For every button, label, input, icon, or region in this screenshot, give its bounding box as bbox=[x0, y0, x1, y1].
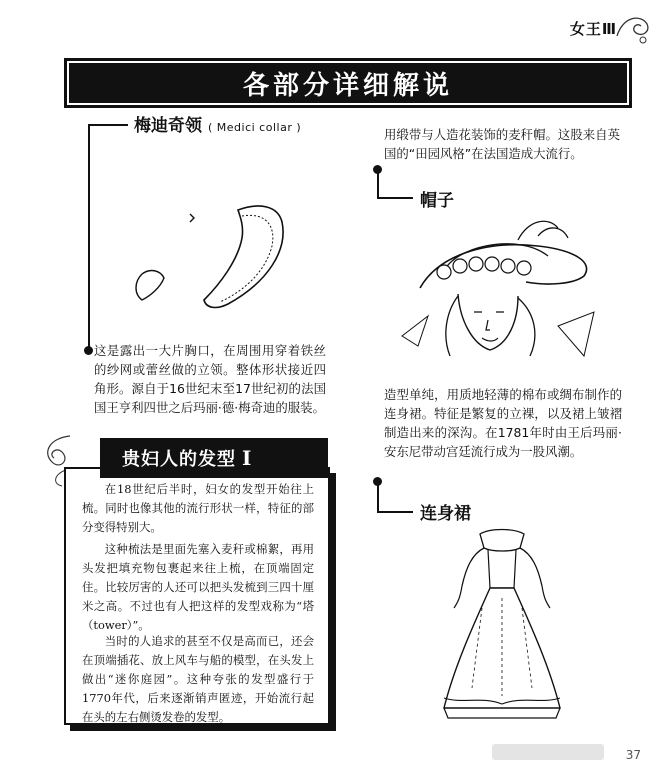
medici-leader-line bbox=[88, 124, 90, 349]
hairstyle-title-bar bbox=[100, 438, 328, 478]
dress-leader-line bbox=[377, 482, 379, 512]
medici-title: 梅迪奇领 bbox=[134, 116, 202, 136]
flourish-ornament-icon bbox=[613, 6, 653, 46]
medici-heading bbox=[134, 111, 301, 136]
hat-title: 帽子 bbox=[420, 191, 454, 211]
hairstyle-paragraph-1: 在18世纪后半时，妇女的发型开始往上梳。同时也像其他的流行形状一样，特征的部分变得特别大。 bbox=[82, 482, 314, 534]
page-number: 37 bbox=[625, 748, 641, 762]
medici-head-rule bbox=[88, 124, 128, 126]
hat-description: 用缎带与人造花装饰的麦秆帽。这股来自英国的“田园风格”在法国造成大流行。 bbox=[384, 127, 620, 161]
dress-illustration bbox=[432, 528, 572, 724]
hat-leader-line bbox=[377, 170, 379, 198]
medici-title-en: ( Medici collar ) bbox=[208, 121, 302, 134]
dress-heading bbox=[420, 499, 471, 524]
hairstyle-paragraph-3: 当时的人追求的甚至不仅是高而已，还会在顶端插花、放上风车与船的模型，在头发上做出“迷你庭园”。这种夸张的发型盛行于1770年代，后来逐渐销声匿迹，开始流行起在头的左右侧烫发卷的发型。 bbox=[82, 634, 314, 724]
dress-description: 造型单纯，用质地轻薄的棉布或绸布制作的连身裙。特征是繁复的立裸，以及裙上皱褶制造出来的深沟。在1781年时由王后玛丽·安东尼带动宫廷流行成为一股风潮。 bbox=[384, 387, 622, 459]
page-title: 各部分详细解说 bbox=[242, 70, 453, 101]
dress-title: 连身裙 bbox=[420, 504, 471, 524]
hat-head-rule bbox=[377, 197, 413, 199]
running-head: 女王Ⅲ bbox=[569, 20, 617, 38]
dress-head-rule bbox=[377, 511, 413, 513]
hat-heading bbox=[420, 186, 454, 211]
hairstyle-title-roman: Ⅰ bbox=[242, 446, 253, 470]
watermark-blur bbox=[492, 744, 604, 760]
medici-collar-illustration bbox=[120, 196, 330, 321]
hat-illustration bbox=[398, 216, 603, 368]
hairstyle-paragraph-2: 这种梳法是里面先塞入麦秆或棉絮，再用头发把填充物包裹起来往上梳，在顶端固定住。比较厉害的人还可以把头发梳到三四十厘米之高。不过也有人把这样的发型戏称为“塔（tower）”。 bbox=[82, 542, 314, 632]
page-title-bar bbox=[64, 58, 632, 108]
medici-bullet-dot bbox=[84, 346, 93, 355]
medici-description: 这是露出一大片胸口，在周围用穿着铁丝的纱网或蕾丝做的立领。整体形状接近四角形。源自于16世纪末至17世纪初的法国国王亨利四世之后玛丽·德·梅奇迪的服装。 bbox=[94, 343, 326, 415]
hairstyle-title: 贵妇人的发型 bbox=[122, 449, 236, 470]
